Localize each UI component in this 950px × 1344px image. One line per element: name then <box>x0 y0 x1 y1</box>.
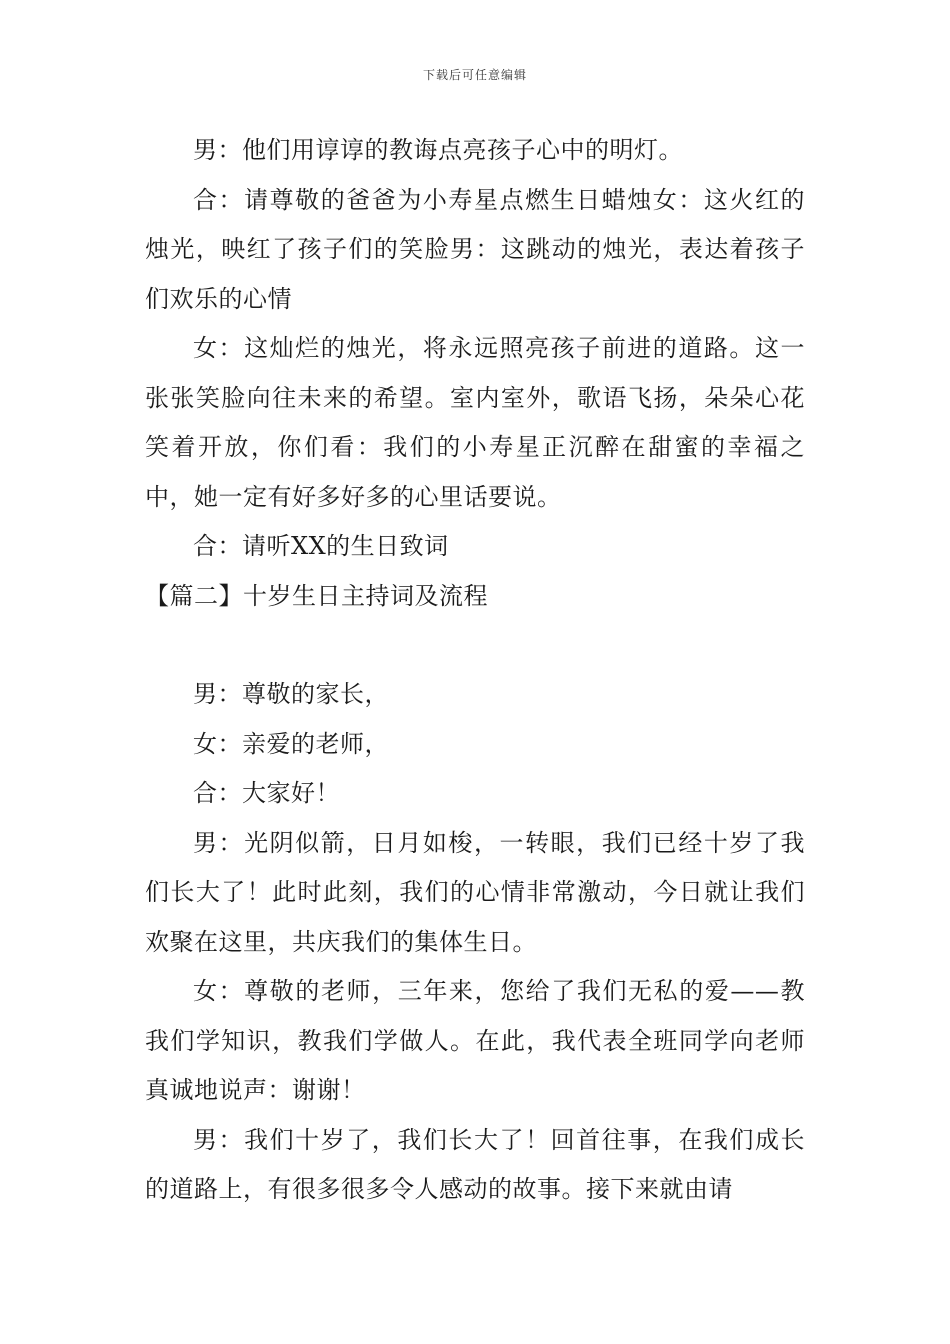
paragraph: 男：光阴似箭，日月如梭，一转眼，我们已经十岁了我们长大了！此时此刻，我们的心情非常激动，今日就让我们欢聚在这里，共庆我们的集体生日。 <box>145 828 805 956</box>
section-heading: 【篇二】十岁生日主持词及流程 <box>145 581 488 610</box>
paragraph: 女：这灿烂的烛光，将永远照亮孩子前进的道路。这一张张笑脸向往未来的希望。室内室外，歌语飞扬，朵朵心花笑着开放，你们看：我们的小寿星正沉醉在甜蜜的幸福之中，她一定有好多好多的心里话要说。 <box>145 334 805 511</box>
paragraph: 男：他们用谆谆的教诲点亮孩子心中的明灯。 <box>193 136 683 164</box>
paragraph: 合：请尊敬的爸爸为小寿星点燃生日蜡烛女：这火红的烛光，映红了孩子们的笑脸男：这跳动的烛光，表达着孩子们欢乐的心情 <box>145 185 805 313</box>
paragraph: 男：我们十岁了，我们长大了！回首往事，在我们成长的道路上，有很多很多令人感动的故事。接下来就由请 <box>145 1125 805 1203</box>
paragraph: 合：大家好！ <box>193 779 340 807</box>
blank-line <box>145 621 805 670</box>
paragraph: 女：亲爱的老师， <box>193 729 389 758</box>
paragraph: 合：请听XX的生日致词 <box>193 532 449 560</box>
paragraph: 女：尊敬的老师，三年来，您给了我们无私的爱——教我们学知识，教我们学做人。在此，我代表全班同学向老师真诚地说声：谢谢！ <box>145 977 805 1104</box>
paragraph: 男：尊敬的家长， <box>193 680 389 708</box>
page-header: 下载后可任意编辑 <box>422 68 527 82</box>
document-body <box>145 126 805 1215</box>
